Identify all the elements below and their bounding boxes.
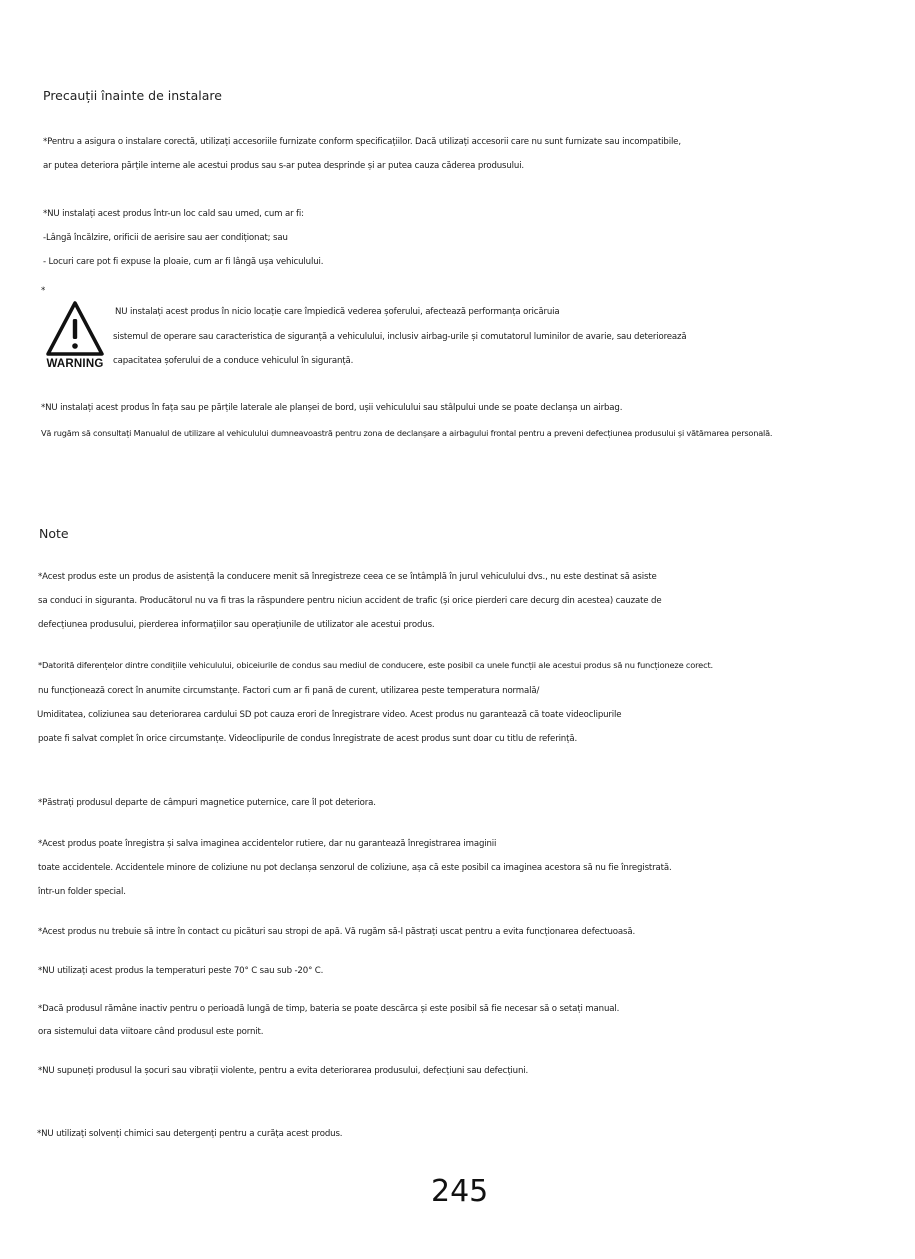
warning-text-line: NU instalați acest produs în nicio locație care împiedică vederea șoferului, afectează performanța oricăruia [115, 307, 560, 317]
paragraph-line: *Păstrați produsul departe de câmpuri magnetice puternice, care îl pot deteriora. [38, 798, 376, 808]
paragraph-line: *Acest produs poate înregistra și salva imaginea accidentelor rutiere, dar nu garantează înregistrarea imaginii [38, 839, 497, 849]
warning-label: WARNING [46, 358, 104, 370]
paragraph-line: *NU instalați acest produs într-un loc cald sau umed, cum ar fi: [43, 209, 304, 219]
warning-text-line: capacitatea șoferului de a conduce vehiculul în siguranță. [113, 356, 354, 366]
warning-asterisk: * [41, 286, 46, 296]
paragraph-line: ar putea deteriora părțile interne ale acestui produs sau s-ar putea desprinde și ar putea cauza căderea produsului. [43, 161, 525, 171]
paragraph-line: sa conduci in siguranta. Producătorul nu va fi tras la răspundere pentru niciun accident de trafic (și orice pierderi care decurg din acestea) cauzate de [38, 596, 662, 606]
page-number: 245 [431, 1174, 489, 1209]
paragraph-line: poate fi salvat complet în orice circumstanțe. Videoclipurile de condus înregistrate de acest produs sunt doar cu titlu de referință. [38, 734, 578, 744]
paragraph-line: *Dacă produsul rămâne inactiv pentru o perioadă lungă de timp, bateria se poate descărca și este posibil să fie necesar să o setați manual. [38, 1004, 620, 1014]
paragraph-line: nu funcționează corect în anumite circumstanțe. Factori cum ar fi pană de curent, utilizarea peste temperatura normală/ [38, 686, 540, 696]
paragraph-line: într-un folder special. [38, 887, 126, 897]
paragraph-line: *NU utilizați solvenți chimici sau detergenți pentru a curăța acest produs. [37, 1129, 343, 1139]
paragraph-line: toate accidentele. Accidentele minore de coliziune nu pot declanșa senzorul de coliziune, așa că este posibil ca imaginea acestora să nu fie înregistrată. [38, 863, 672, 873]
warning-sign [44, 299, 106, 373]
paragraph-line: Vă rugăm să consultați Manualul de utilizare al vehiculului dumneavoastră pentru zona de declanșare a airbagului frontal pentru a preveni defecțiunea produsului și vătămarea personală. [41, 428, 773, 438]
paragraph-line: *NU instalați acest produs în fața sau pe părțile laterale ale planșei de bord, ușii vehiculului sau stâlpului unde se poate declanșa un airbag. [41, 403, 623, 413]
paragraph-line: *Datorită diferențelor dintre condițiile vehiculului, obiceiurile de condus sau mediul de conducere, este posibil ca unele funcții ale acestui produs să nu funcționeze corect. [38, 660, 713, 670]
paragraph-line: - Locuri care pot fi expuse la ploaie, cum ar fi lângă ușa vehiculului. [43, 257, 324, 267]
section-title-notes: Note [39, 526, 69, 541]
paragraph-line: Umiditatea, coliziunea sau deteriorarea cardului SD pot cauza erori de înregistrare video. Acest produs nu garantează că toate videoclipurile [37, 710, 622, 720]
paragraph-line: ora sistemului data viitoare când produsul este pornit. [38, 1027, 264, 1037]
warning-text-line: sistemul de operare sau caracteristica de siguranță a vehiculului, inclusiv airbag-urile și comutatorul luminilor de avarie, sau deteriorează [113, 332, 687, 342]
paragraph-line: *Acest produs este un produs de asistență la conducere menit să înregistreze ceea ce se întâmplă în jurul vehiculului dvs., nu este destinat să asiste [38, 572, 657, 582]
warning-triangle-icon [44, 299, 106, 359]
paragraph-line: *NU utilizați acest produs la temperaturi peste 70° C sau sub -20° C. [38, 966, 324, 976]
paragraph-line: -Lângă încălzire, orificii de aerisire sau aer condiționat; sau [43, 233, 288, 243]
section-title-installation-precautions: Precauții înainte de instalare [43, 88, 222, 103]
paragraph-line: defecțiunea produsului, pierderea informațiilor sau operațiunile de utilizator ale acestui produs. [38, 620, 435, 630]
paragraph-line: *Pentru a asigura o instalare corectă, utilizați accesoriile furnizate conform specificațiilor. Dacă utilizați accesorii care nu sunt furnizate sau incompatibile, [43, 137, 681, 147]
paragraph-line: *Acest produs nu trebuie să intre în contact cu picături sau stropi de apă. Vă rugăm să-l păstrați uscat pentru a evita funcționarea defectuoasă. [38, 927, 636, 937]
paragraph-line: *NU supuneți produsul la șocuri sau vibrații violente, pentru a evita deteriorarea produsului, defecțiuni sau defecțiuni. [38, 1066, 529, 1076]
